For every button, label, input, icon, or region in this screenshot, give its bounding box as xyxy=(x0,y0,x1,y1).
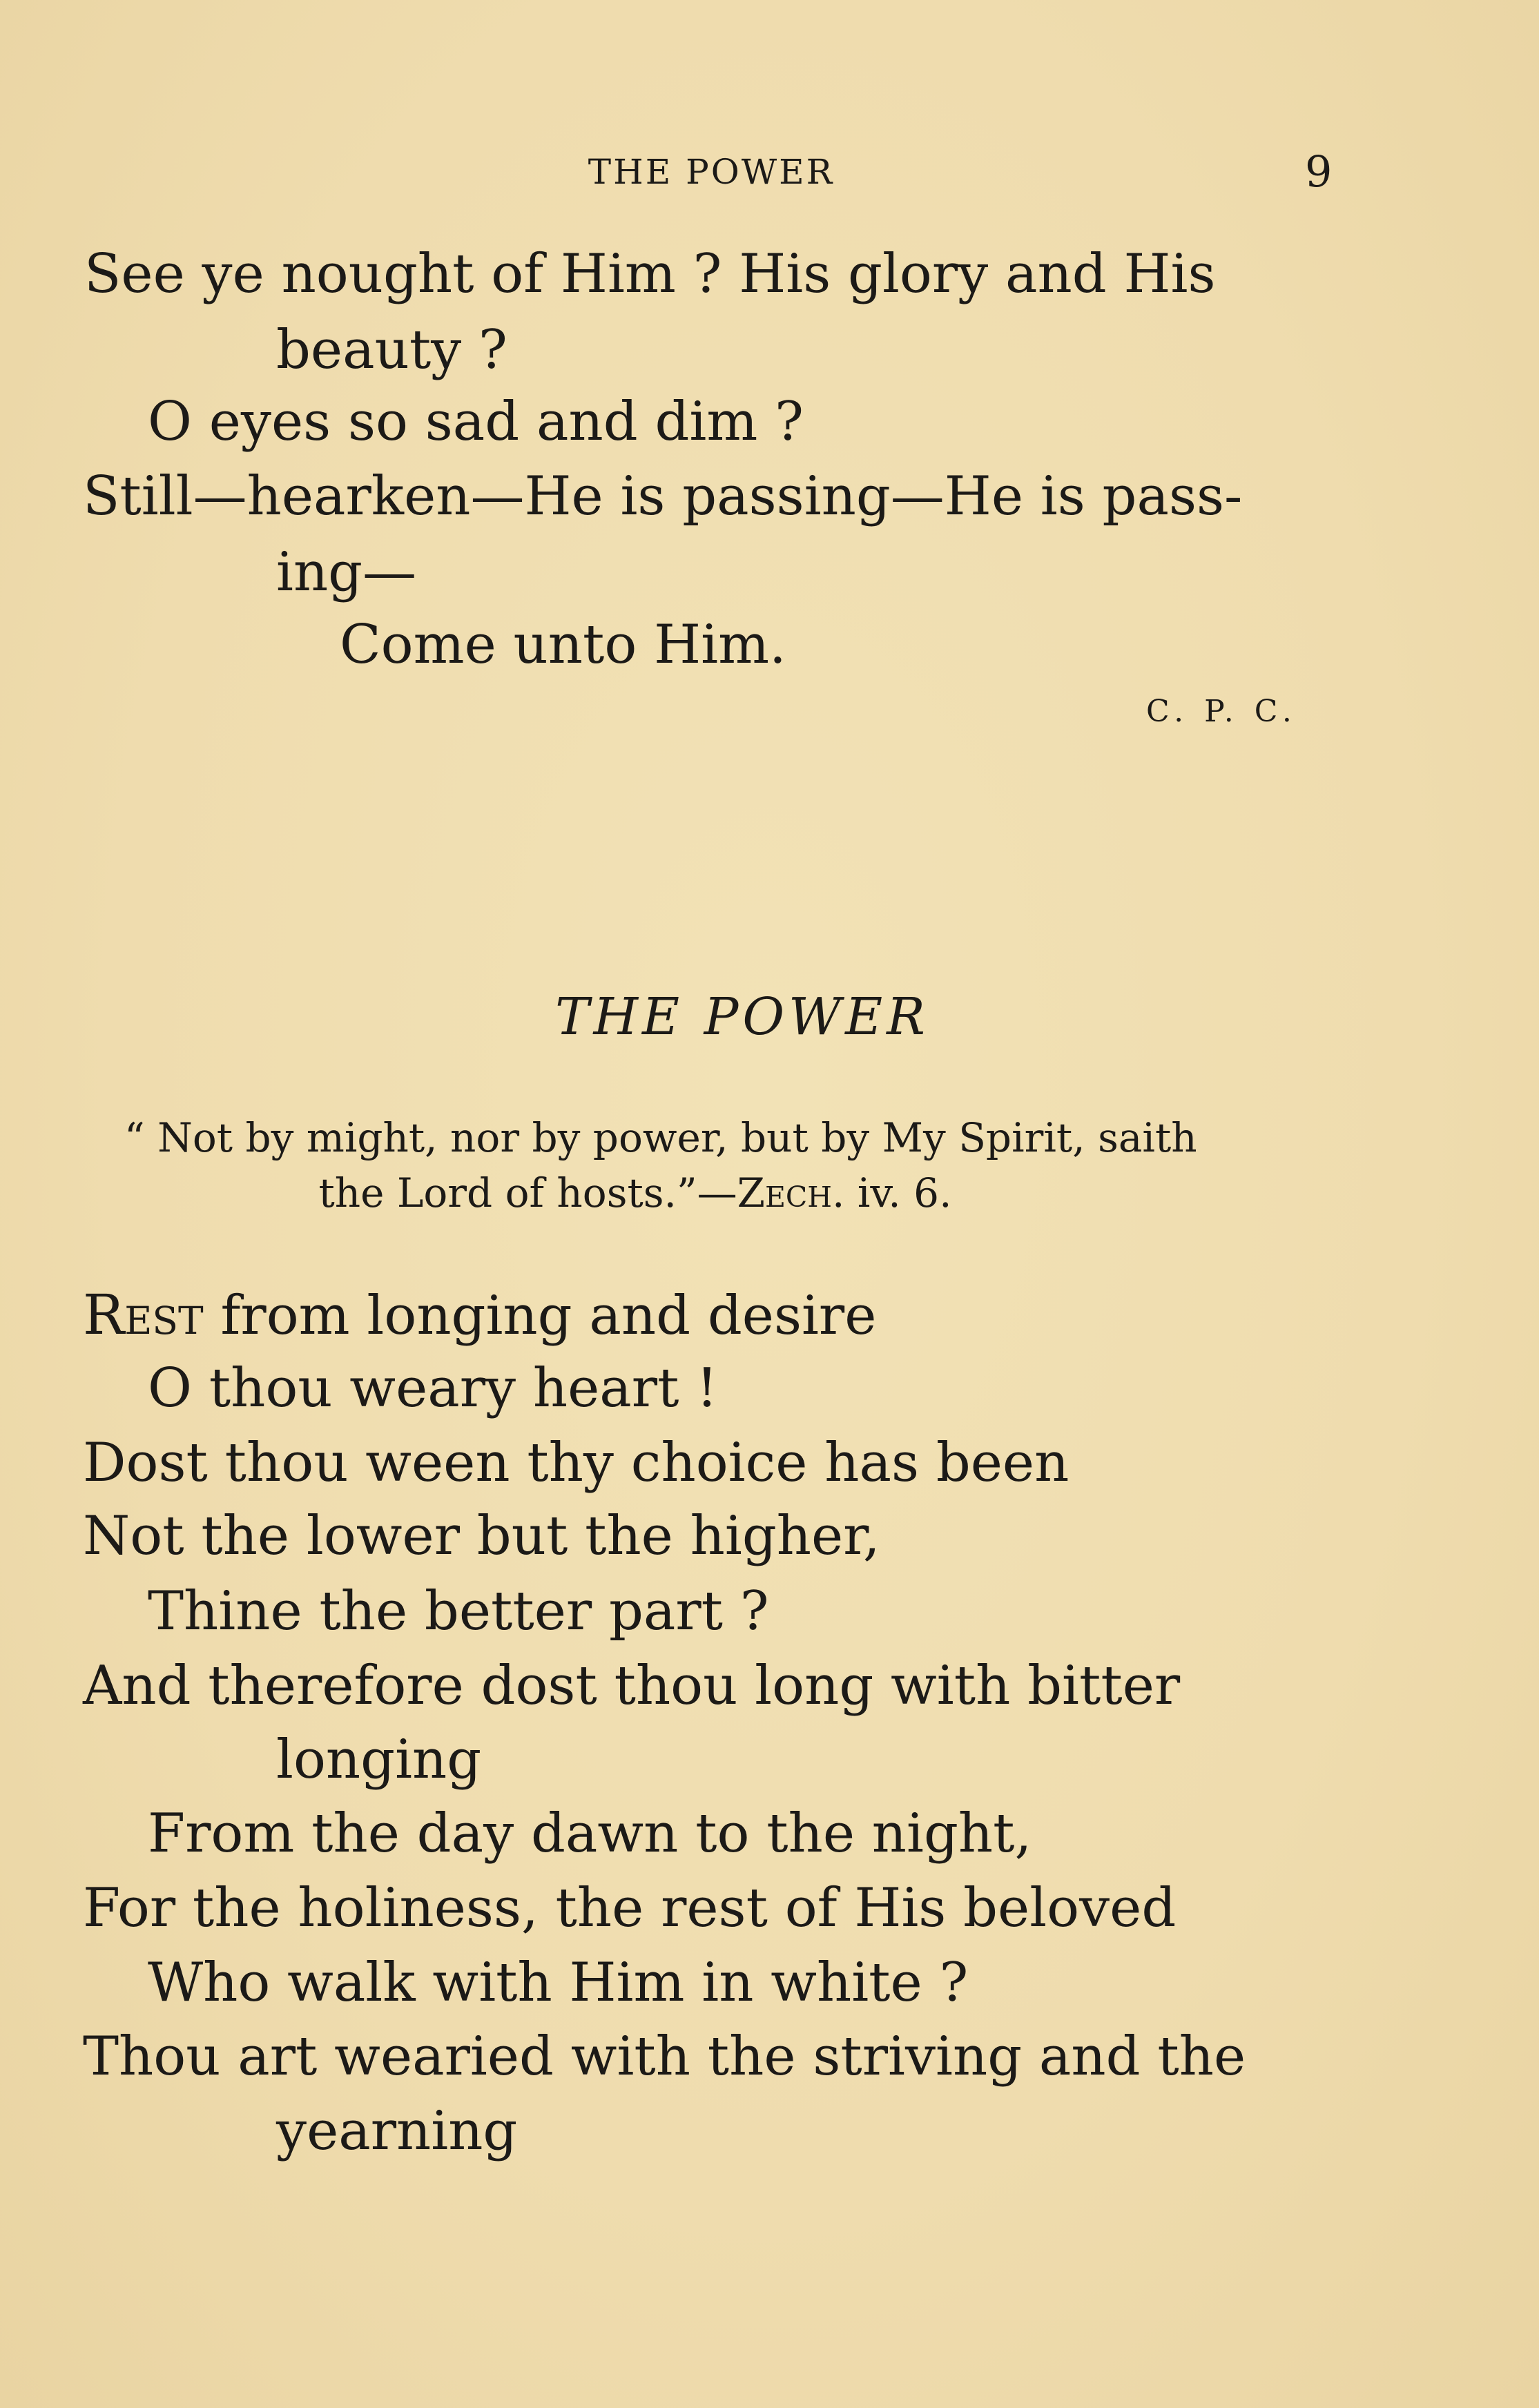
epigraph-ref-initial: Z xyxy=(737,1169,765,1216)
poem-line-9: For the holiness, the rest of His beloved xyxy=(83,1877,1177,1939)
poem-line-4: Not the lower but the higher, xyxy=(83,1505,880,1567)
prev-poem-line-6: Come unto Him. xyxy=(340,614,786,676)
poem-line-6: And therefore dost thou long with bitter xyxy=(83,1655,1181,1717)
prev-poem-line-3: O eyes so sad and dim ? xyxy=(148,391,804,453)
page-number: 9 xyxy=(1305,146,1333,197)
poem-line-5: Thine the better part ? xyxy=(148,1580,769,1642)
prev-poem-line-5: ing— xyxy=(276,541,417,603)
author-signature: C. P. C. xyxy=(1146,694,1297,729)
epigraph-text: the Lord of hosts.”— xyxy=(318,1169,737,1216)
poem-line-12: yearning xyxy=(276,2100,518,2162)
epigraph-ref-tail: . iv. 6. xyxy=(832,1169,952,1216)
epigraph-line-2 xyxy=(124,1165,1146,1221)
poem-line-10: Who walk with Him in white ? xyxy=(148,1952,969,2014)
first-line-rest: from longing and desire xyxy=(203,1285,877,1347)
epigraph-ref-rest: ech xyxy=(764,1169,832,1216)
poem-line-11: Thou art wearied with the striving and the xyxy=(83,2026,1246,2088)
first-word-rest: est xyxy=(124,1285,204,1347)
poem-line-7: longing xyxy=(276,1729,482,1791)
running-title: THE POWER xyxy=(588,152,835,192)
prev-poem-line-4: Still—hearken—He is passing—He is pass- xyxy=(83,465,1243,527)
poem-line-3: Dost thou ween thy choice has been xyxy=(83,1432,1069,1494)
prev-poem-line-1: See ye nought of Him ? His glory and His xyxy=(84,243,1216,305)
poem-line-8: From the day dawn to the night, xyxy=(148,1803,1032,1865)
poem-title: THE POWER xyxy=(555,987,929,1047)
poem-line-1 xyxy=(83,1283,877,1347)
running-head xyxy=(0,146,1539,195)
first-word-initial: R xyxy=(83,1283,125,1347)
prev-poem-line-2: beauty ? xyxy=(276,319,507,381)
poem-line-2: O thou weary heart ! xyxy=(148,1357,718,1419)
epigraph-line-1: “ Not by might, nor by power, but by My Spirit, saith xyxy=(124,1114,1197,1161)
